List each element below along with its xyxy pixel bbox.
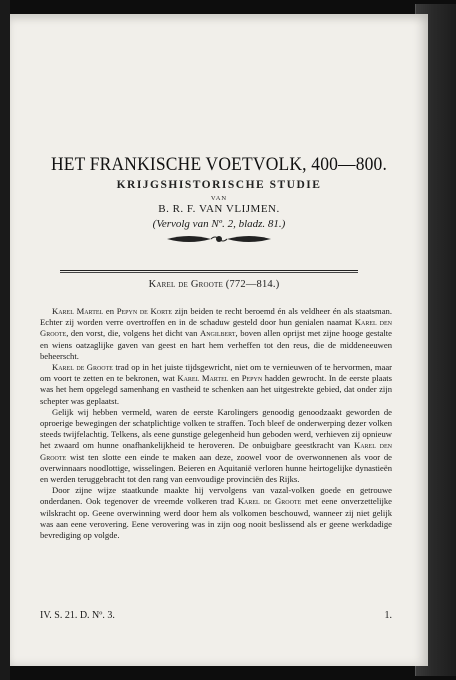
proper-name: Karel Martel bbox=[177, 373, 229, 384]
title-block bbox=[10, 154, 428, 244]
paragraph-text: hadden gewrocht. In de eerste plaats was het hem opgelegd samenhang en vastheid te schenken aan het uitgestrekte gebied, dat onder zijn schepter was geplaatst. bbox=[40, 373, 392, 406]
paragraph-text: met eene onverzettelijke wilskracht op. Geene overwinning werd door hem als volkomen beschouwd, wanneer zij niet gelijk was aan eene verovering. Eene verovering was in zijn oog nooit beslissend als er geene werkdadige bevrediging op volgde. bbox=[40, 496, 392, 541]
continuation-note: (Vervolg van Nº. 2, bladz. 81.) bbox=[152, 218, 286, 230]
byline-prefix: VAN bbox=[210, 195, 228, 202]
ornament-divider-icon bbox=[159, 232, 279, 244]
paragraph-text: en bbox=[228, 373, 242, 384]
page-gutter-shadow bbox=[0, 0, 10, 680]
paragraph-text: trad op in het juiste tijdsgewricht, niet om te vernieuwen of te hervormen, maar om voort te zetten en te bekronen, wat bbox=[40, 362, 393, 384]
body-paragraph bbox=[40, 485, 392, 541]
body-paragraph bbox=[40, 306, 392, 362]
proper-name: Angilbert bbox=[199, 328, 236, 339]
paragraph-text: zijn beiden te recht beroemd én als veldheer én als staatsman. Echter zij worden verre overtroffen en in de schaduw gesteld door hun genialen naamat bbox=[40, 306, 392, 328]
section-rule bbox=[60, 270, 358, 271]
paragraph-text: wist ten slotte een einde te maken aan deze, zoowel voor de overwonnenen als voor de overwinnaars noodlottige, wisselingen. Beieren en Aquitanië verloren hunne heirtogelijke dynastieën en werden teruggebracht tot den rang van eenvoudige provinciën des Rijks. bbox=[40, 451, 392, 485]
article-title: HET FRANKISCHE VOETVOLK, 400—800. bbox=[50, 154, 388, 175]
article-body bbox=[40, 306, 392, 541]
proper-name: Karel Martel bbox=[52, 306, 104, 316]
paragraph-text: Gelijk wij hebben vermeld, waren de eerste Karolingers genoodig genoodzaakt geworden de oproerige bewegingen der schatplichtige volken te straffen. Toch bleef de onderwerping dezer volken steeds twijfelachtig. Telkens, als eene gunstige gelegenheid hun geboden werd, verhieven zij opnieuw het zwaard om hunne onafhankelijkheid te heroveren. De onbuigbare geestkracht van bbox=[40, 406, 392, 451]
paragraph-text: en bbox=[103, 306, 117, 316]
printer-signature: IV. S. 21. D. Nº. 3. bbox=[40, 610, 115, 621]
proper-name: Karel de Groote bbox=[237, 496, 302, 507]
paragraph-text: , boven allen oprijst met zijne hooge gestalte en wiens oatzaglijke gaven van geest en hart hem verheffen tot den reus, die de middeneeuwen beheerscht. bbox=[40, 328, 392, 361]
article-subtitle: KRIJGSHISTORISCHE STUDIE bbox=[116, 179, 322, 191]
page-number: 1. bbox=[384, 610, 392, 621]
document-page bbox=[10, 14, 428, 666]
page-footer bbox=[40, 610, 392, 621]
paragraph-text: Door zijne wijze staatkunde maakte hij vervolgens van vazal-volken goede en getrouwe onderdanen. Ook tegenover de vreemde volkeren trad bbox=[40, 485, 392, 507]
proper-name: Karel den Groote bbox=[40, 317, 392, 339]
body-paragraph bbox=[40, 407, 392, 485]
body-paragraph bbox=[40, 362, 392, 407]
author-name: B. R. F. VAN VLIJMEN. bbox=[158, 203, 280, 215]
proper-name: Pepyn de Korte bbox=[116, 306, 173, 316]
proper-name: Karel de Groote bbox=[52, 362, 113, 373]
proper-name: Pepyn bbox=[241, 373, 263, 384]
proper-name: Karel den Groote bbox=[40, 440, 392, 462]
paragraph-text: , den vorst, die, volgens het dicht van bbox=[66, 328, 200, 339]
section-heading: Karel de Groote (772—814.) bbox=[148, 279, 280, 290]
